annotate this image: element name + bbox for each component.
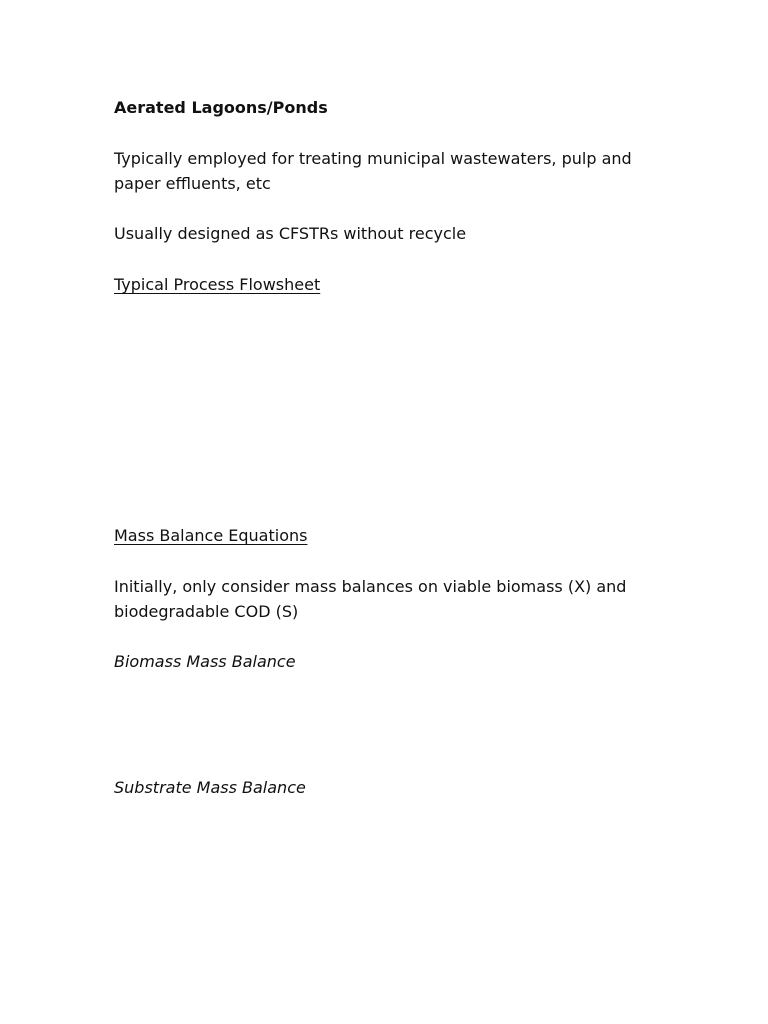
document-title: Aerated Lagoons/Ponds: [114, 98, 328, 117]
mass-balance-heading: Mass Balance Equations: [114, 526, 308, 545]
mass-balance-intro-line-1: Initially, only consider mass balances on viable biomass (X) and: [114, 577, 627, 596]
intro-text-line-2: paper effluents, etc: [114, 174, 271, 193]
design-note: Usually designed as CFSTRs without recycle: [114, 224, 467, 243]
biomass-balance-heading: Biomass Mass Balance: [114, 652, 296, 671]
substrate-balance-heading: Substrate Mass Balance: [114, 778, 306, 797]
intro-text-line-1: Typically employed for treating municipal wastewaters, pulp and: [114, 149, 632, 168]
mass-balance-intro-line-2: biodegradable COD (S): [114, 602, 299, 621]
flowsheet-heading: Typical Process Flowsheet: [114, 275, 321, 294]
